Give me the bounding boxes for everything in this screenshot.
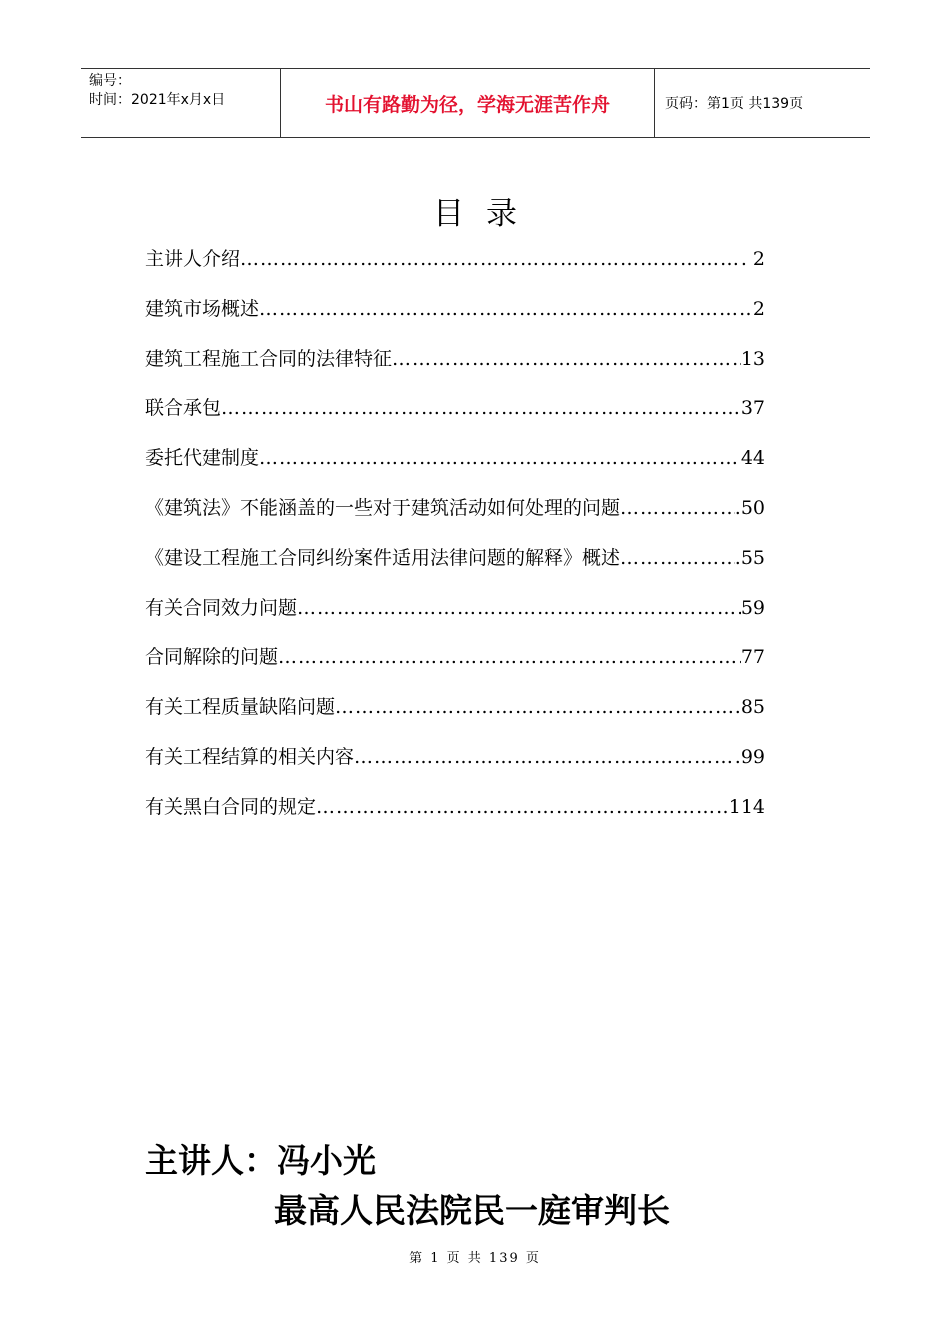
toc-leader-dots [297, 593, 741, 623]
toc-leader-dots [259, 443, 741, 473]
toc-entry[interactable] [145, 692, 765, 742]
toc-entry[interactable] [145, 593, 765, 643]
toc-entry[interactable] [145, 294, 765, 344]
toc-entry-page: 59 [740, 596, 765, 619]
toc-entry[interactable] [145, 543, 765, 593]
toc-leader-dots [278, 642, 741, 672]
toc-entry-title: 有关黑白合同的规定 [145, 795, 317, 818]
toc-entry-title: 委托代建制度 [145, 447, 260, 470]
toc-entry-page: . 2 [740, 248, 765, 270]
toc-entry-page: 44 [740, 447, 765, 470]
toc-entry-page: 13 [740, 347, 765, 370]
toc-entry-title: 《建设工程施工合同纠纷案件适用法律问题的解释》概述 [145, 546, 621, 569]
toc-leader-dots [221, 393, 741, 423]
toc-entry-title: 联合承包 [145, 397, 222, 420]
toc-leader-dots [354, 742, 735, 772]
toc-entry-page: .99 [734, 745, 765, 768]
toc-entry[interactable] [145, 443, 765, 493]
toc-leader-dots [240, 244, 741, 274]
toc-entry-title: 有关合同效力问题 [145, 596, 298, 619]
toc-entry-page: 77 [740, 646, 765, 669]
toc-leader-dots [392, 344, 741, 374]
lecturer-position: 最高人民法院民一庭审判长 [274, 1191, 670, 1230]
toc-entry-title: 有关工程质量缺陷问题 [145, 696, 336, 719]
toc-entry-title: 合同解除的问题 [145, 646, 279, 669]
document-number-label: 编号： [89, 73, 131, 89]
toc-leader-dots [259, 294, 753, 324]
toc-leader-dots [620, 543, 735, 573]
toc-entry[interactable] [145, 742, 765, 792]
header-motto: 书山有路勤为径，学海无涯苦作舟 [281, 69, 655, 137]
toc-entry-page: .85 [734, 696, 765, 719]
lecturer-name: 主讲人：冯小光 [145, 1141, 376, 1180]
toc-title: 目录 [433, 196, 539, 232]
toc-entry-title: 建筑工程施工合同的法律特征 [145, 347, 393, 370]
toc-leader-dots [620, 493, 735, 523]
toc-entry-page: 114 [728, 795, 765, 818]
toc-entry[interactable] [145, 344, 765, 394]
toc-entry-title: 《建筑法》不能涵盖的一些对于建筑活动如何处理的问题 [145, 496, 621, 519]
toc-entry-page: .50 [734, 496, 765, 519]
toc-leader-dots [335, 692, 735, 722]
toc-entry[interactable] [145, 244, 765, 294]
toc-entry[interactable] [145, 393, 765, 443]
toc-entry-page: .55 [734, 546, 765, 569]
toc-entry[interactable] [145, 642, 765, 692]
toc-leader-dots [316, 792, 729, 822]
header-page-info: 页码：第1页 共139页 [665, 96, 804, 112]
toc-entry[interactable] [145, 493, 765, 543]
header-meta-cell [81, 69, 281, 137]
page-footer: 第 1 页 共 139 页 [409, 1251, 541, 1266]
document-date-label: 时间：2021年x月x日 [89, 92, 226, 108]
toc-entry[interactable] [145, 792, 765, 842]
toc-entry-title: 有关工程结算的相关内容 [145, 745, 355, 768]
page-header [81, 68, 870, 138]
toc-entry-title: 建筑市场概述 [145, 297, 260, 320]
toc-entry-page: 37 [740, 397, 765, 420]
table-of-contents [145, 244, 765, 842]
toc-entry-title: 主讲人介绍 [145, 248, 241, 270]
toc-entry-page: 2 [752, 297, 765, 320]
